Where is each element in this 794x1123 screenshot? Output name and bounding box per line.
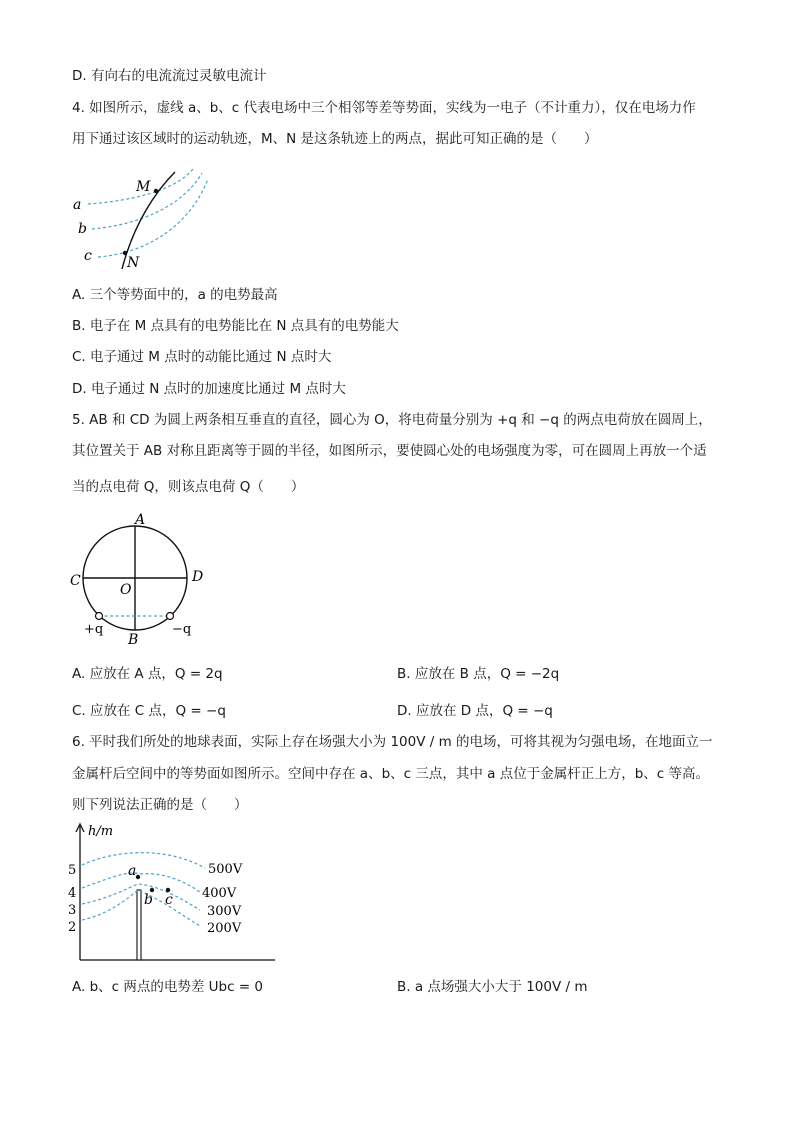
q6-stem-line3: 则下列说法正确的是（ ） (72, 797, 248, 813)
metal-rod (137, 890, 141, 960)
label-n: N (127, 255, 140, 271)
q5-option-c: C. 应放在 C 点，Q = −q (72, 703, 226, 719)
tick-2: 2 (68, 920, 77, 935)
tick-5: 5 (68, 863, 77, 878)
q6-option-a: A. b、c 两点的电势差 Ubc = 0 (72, 979, 264, 995)
tick-3: 3 (68, 903, 77, 918)
q4-stem-line1: 4. 如图所示，虚线 a、b、c 代表电场中三个相邻等差等势面，实线为一电子（不计重力），仅在电场力作 (72, 100, 696, 116)
label-500v: 500V (208, 862, 243, 877)
label-400v: 400V (202, 886, 237, 901)
label-d: D (192, 569, 204, 585)
point-m (154, 189, 158, 193)
q4-option-a: A. 三个等势面中的，a 的电势最高 (72, 287, 278, 303)
q4-stem-line2: 用下通过该区域时的运动轨迹，M、N 是这条轨迹上的两点，据此可知正确的是（ ） (72, 131, 598, 147)
label-300v: 300V (207, 904, 242, 919)
q6-option-b: B. a 点场强大小大于 100V / m (397, 979, 588, 995)
q5-figure-circle (66, 510, 216, 648)
q5-stem-line3: 当的点电荷 Q，则该点电荷 Q（ ） (72, 479, 305, 495)
q6-stem-line2: 金属杆后空间中的等势面如图所示。空间中存在 a、b、c 三点，其中 a 点位于金属杆正上方，b、c 等高。 (72, 766, 709, 782)
label-b: B (128, 632, 139, 648)
label-a: a (73, 197, 82, 213)
q5-option-a: A. 应放在 A 点，Q = 2q (72, 666, 223, 682)
axis-label: h/m (88, 824, 114, 839)
q4-option-c: C. 电子通过 M 点时的动能比通过 N 点时大 (72, 349, 332, 365)
q5-option-b: B. 应放在 B 点，Q = −2q (397, 666, 560, 682)
label-a: A (135, 512, 146, 528)
q3-option-d: D. 有向右的电流流过灵敏电流计 (72, 68, 267, 84)
label-a: a (128, 863, 137, 879)
label-o: O (120, 582, 132, 598)
q5-stem-line2: 其位置关于 AB 对称且距离等于圆的半径，如图所示，要使圆心处的电场强度为零，可在圆周上再放一个适 (72, 443, 707, 459)
point-a (136, 875, 140, 879)
q6-stem-line1: 6. 平时我们所处的地球表面，实际上存在场强大小为 100V / m 的电场，可将其视为匀强电场，在地面立一 (72, 734, 713, 750)
label-b: b (144, 892, 153, 908)
q5-option-d: D. 应放在 D 点，Q = −q (397, 703, 553, 719)
charge-plus-q (96, 613, 103, 620)
equipotential-400v (82, 873, 200, 892)
label-c: C (70, 573, 81, 589)
tick-4: 4 (68, 886, 77, 901)
q6-figure-equipotential-rod (70, 820, 280, 970)
label-plus-q: +q (84, 622, 104, 637)
label-c: c (84, 248, 92, 264)
label-200v: 200V (207, 921, 242, 936)
label-c: c (165, 892, 173, 908)
equipotential-500v (82, 853, 205, 868)
equipotential-c (98, 179, 208, 257)
charge-minus-q (167, 613, 174, 620)
q5-stem-line1: 5. AB 和 CD 为圆上两条相互垂直的直径，圆心为 O，将电荷量分别为 +q 和 −q 的两点电荷放在圆周上， (72, 412, 712, 428)
q4-option-b: B. 电子在 M 点具有的电势能比在 N 点具有的电势能大 (72, 318, 399, 334)
label-minus-q: −q (172, 622, 192, 637)
q4-option-d: D. 电子通过 N 点时的加速度比通过 M 点时大 (72, 381, 346, 397)
label-b: b (78, 221, 87, 237)
label-m: M (136, 179, 151, 195)
q4-figure-equipotential (70, 163, 210, 275)
